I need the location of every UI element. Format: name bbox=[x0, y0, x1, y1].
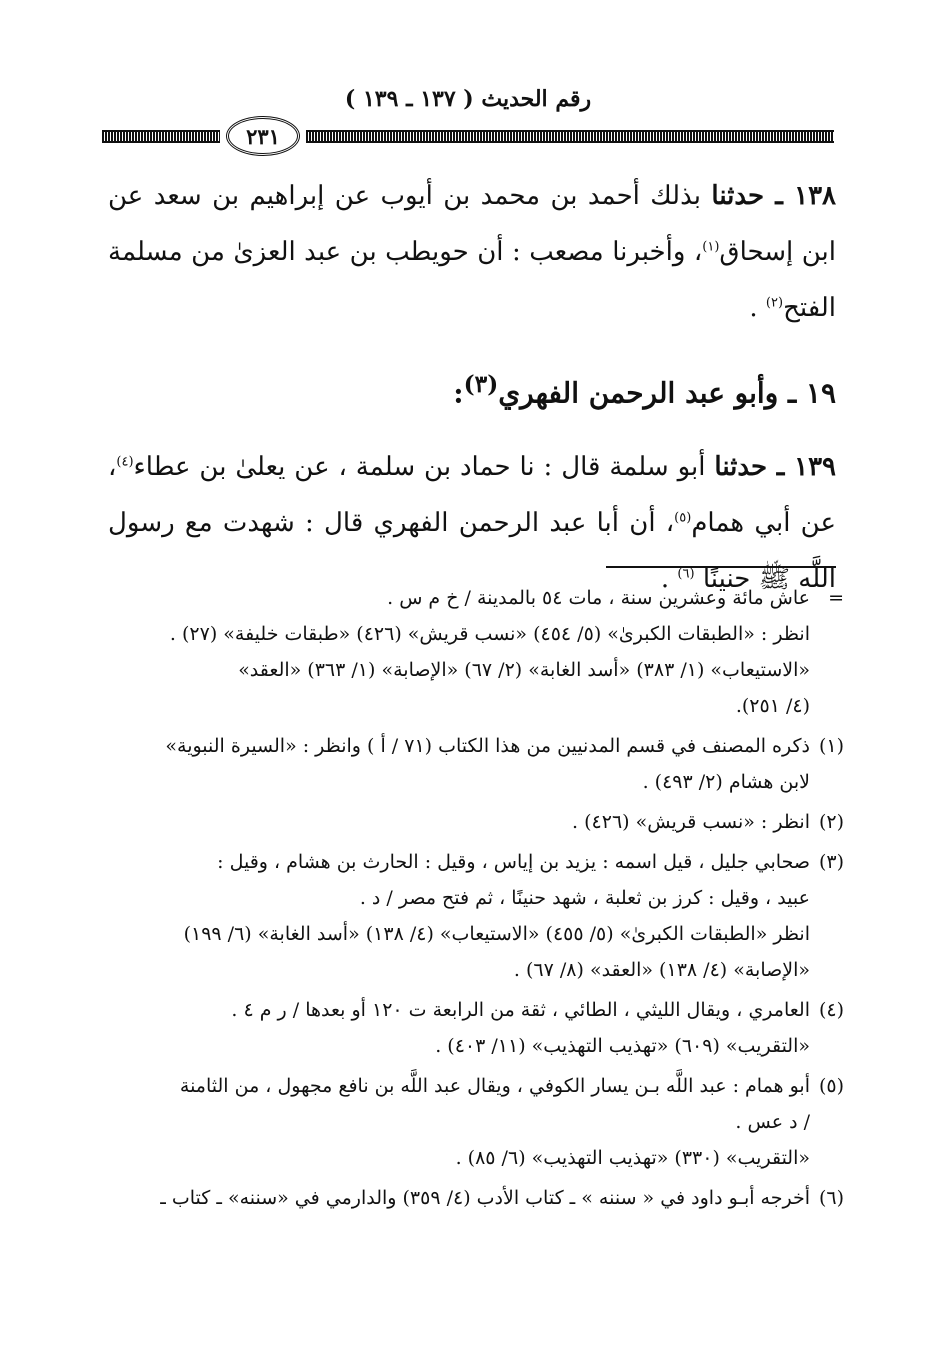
footnote-line: صحابي جليل ، قيل اسمه : يزيد بن إياس ، وقيل : الحارث بن هشام ، وقيل : bbox=[217, 851, 810, 873]
footnote-body bbox=[108, 1068, 810, 1176]
footnote bbox=[108, 844, 844, 988]
footnote-line: «الإصابة» (٤/ ١٣٨) «العقد» (٨/ ٦٧) . bbox=[513, 959, 810, 981]
footnote-line: ذكره المصنف في قسم المدنيين من هذا الكتاب (٧١ / أ ) وانظر : «السيرة النبوية» bbox=[165, 735, 810, 757]
header-rule-left bbox=[102, 130, 220, 143]
hadith-139-lead: ١٣٩ ـ حدثنا bbox=[714, 452, 837, 483]
footnote-line: (٤/ ٢٥١). bbox=[735, 695, 810, 717]
footnote-line: انظر : «نسب قريش» (٤٢٦) . bbox=[572, 811, 810, 833]
footnote-line: انظر : «الطبقات الكبرىٰ» (٥/ ٤٥٤) «نسب قريش» (٤٢٦) «طبقات خليفة» (٢٧) . bbox=[169, 623, 810, 645]
footnote-body bbox=[108, 844, 810, 988]
section-heading-text: ١٩ ـ وأبو عبد الرحمن الفهري bbox=[498, 376, 836, 410]
footnote-mark: (١) bbox=[818, 735, 844, 757]
footnote-separator bbox=[606, 566, 836, 568]
footnote-body bbox=[108, 728, 810, 800]
footnote bbox=[108, 1180, 844, 1216]
footnote-line: / د عس . bbox=[735, 1111, 810, 1133]
footnote-ref-2: (٢) bbox=[765, 295, 784, 311]
footnote-body bbox=[108, 1180, 810, 1216]
footnote bbox=[108, 728, 844, 800]
hadith-139-text: أبو سلمة قال : نا حماد بن سلمة ، عن يعلىٰ بن عطاء bbox=[133, 452, 715, 483]
footnote-mark: = bbox=[828, 587, 844, 609]
running-title: رقم الحديث ( ١٣٧ ـ ١٣٩ ) bbox=[344, 86, 592, 112]
hadith-139-text4: . bbox=[660, 564, 678, 595]
footnote bbox=[108, 1068, 844, 1176]
footnote-ref-5: (٥) bbox=[674, 510, 692, 526]
hadith-138-text2: ، وأخبرنا مصعب : أن حويطب بن عبد العزىٰ من مسلمة الفتح bbox=[108, 237, 836, 323]
footnote-ref-1: (١) bbox=[702, 239, 720, 255]
hadith-138 bbox=[108, 168, 836, 336]
hadith-138-text: بذلك أحمد بن محمد بن أيوب عن إبراهيم بن سعد عن ابن إسحاق bbox=[108, 181, 836, 267]
footnotes bbox=[108, 580, 844, 1220]
footnote-line: لابن هشام (٢/ ٤٩٣) . bbox=[642, 771, 810, 793]
section-heading bbox=[108, 356, 836, 421]
footnote bbox=[108, 804, 844, 840]
footnote-ref-3: (٣) bbox=[463, 370, 499, 398]
footnote-line: «الاستيعاب» (١/ ٣٨٣) «أسد الغابة» (٢/ ٦٧) «الإصابة» (١/ ٣٦٣) «العقد» bbox=[238, 659, 810, 681]
hadith-138-text3: . bbox=[749, 293, 766, 323]
footnote bbox=[108, 992, 844, 1064]
footnote-ref-4: (٤) bbox=[116, 454, 134, 470]
footnote-mark: (٣) bbox=[818, 851, 844, 873]
footnote-mark: (٦) bbox=[818, 1187, 844, 1209]
hadith-139-text2: ، عن أبي همام bbox=[108, 452, 836, 539]
footnote-line: عاش مائة وعشرين سنة ، مات ٥٤ بالمدينة / خ م س . bbox=[387, 587, 810, 609]
footnote-line: أخرجه أبـو داود في « سننه » ـ كتاب الأدب (٤/ ٣٥٩) والدارمي في «سننه» ـ كتاب ـ bbox=[160, 1187, 810, 1209]
footnote-body bbox=[108, 804, 810, 840]
footnote-line: انظر «الطبقات الكبرىٰ» (٥/ ٤٥٥) «الاستيعاب» (٤/ ١٣٨) «أسد الغابة» (٦/ ١٩٩) bbox=[183, 923, 810, 945]
footnote-mark: (٤) bbox=[818, 999, 844, 1021]
footnote-mark: (٥) bbox=[818, 1075, 844, 1097]
footnote-line: أبو همام : عبد اللَّه بـن يسار الكوفي ، ويقال عبد اللَّه بن نافع مجهول ، من الثامنة bbox=[179, 1075, 810, 1097]
footnote bbox=[108, 580, 844, 724]
footnote-body bbox=[108, 580, 810, 724]
header-rule-right bbox=[306, 130, 834, 143]
page-number: ٢٣١ bbox=[226, 116, 300, 156]
footnote-line: «التقريب» (٣٣٠) «تهذيب التهذيب» (٦/ ٨٥) . bbox=[455, 1147, 810, 1169]
hadith-138-lead: ١٣٨ ـ حدثنا bbox=[711, 181, 837, 211]
footnote-ref-6: (٦) bbox=[677, 566, 695, 582]
footnote-line: عبيد ، وقيل : كرز بن ثعلبة ، شهد حنينًا ، ثم فتح مصر / د . bbox=[359, 887, 810, 909]
main-text bbox=[108, 168, 836, 607]
footnote-line: «التقريب» (٦٠٩) «تهذيب التهذيب» (١١/ ٤٠٣) . bbox=[435, 1035, 810, 1057]
footnote-body bbox=[108, 992, 810, 1064]
hadith-139-text3: ، أن أبا عبد الرحمن الفهري قال : شهدت مع رسول اللَّه ﷺ حنينًا bbox=[108, 508, 836, 595]
footnote-line: العامري ، ويقال الليثي ، الطائي ، ثقة من الرابعة ت ١٢٠ أو بعدها / ر م ٤ . bbox=[231, 999, 810, 1021]
footnote-mark: (٢) bbox=[818, 811, 844, 833]
section-heading-colon: : bbox=[453, 376, 464, 410]
